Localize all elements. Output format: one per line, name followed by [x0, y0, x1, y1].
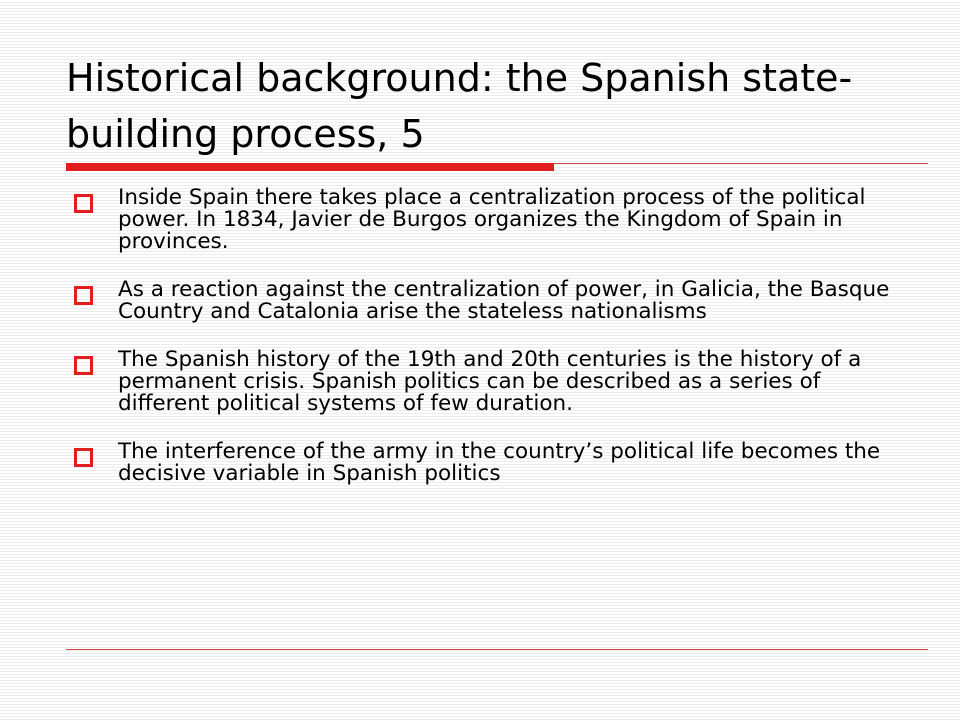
- footer-divider-line: [66, 649, 928, 650]
- bullet-item: [74, 441, 904, 485]
- title-accent-bar: [66, 163, 554, 171]
- bullet-text: The interference of the army in the country’s political life becomes the decisive variable in Spanish politics: [118, 439, 881, 486]
- hollow-square-bullet-icon: [74, 194, 93, 213]
- bullet-item: [74, 187, 904, 253]
- bullet-text: Inside Spain there takes place a centralization process of the political power. In 1834, Javier de Burgos organizes the Kingdom of Spain in provinces.: [118, 185, 866, 254]
- slide-title: Historical background: the Spanish state-building process, 5: [66, 56, 853, 156]
- bullet-list: [74, 187, 904, 485]
- bullet-item: [74, 349, 904, 415]
- bullet-text: As a reaction against the centralization of power, in Galicia, the Basque Country and Catalonia arise the stateless nationalisms: [118, 277, 890, 324]
- bullet-text: The Spanish history of the 19th and 20th centuries is the history of a permanent crisis. Spanish politics can be described as a series of different political systems of few duration.: [118, 347, 862, 416]
- hollow-square-bullet-icon: [74, 448, 93, 467]
- bullet-item: [74, 279, 904, 323]
- hollow-square-bullet-icon: [74, 356, 93, 375]
- hollow-square-bullet-icon: [74, 286, 93, 305]
